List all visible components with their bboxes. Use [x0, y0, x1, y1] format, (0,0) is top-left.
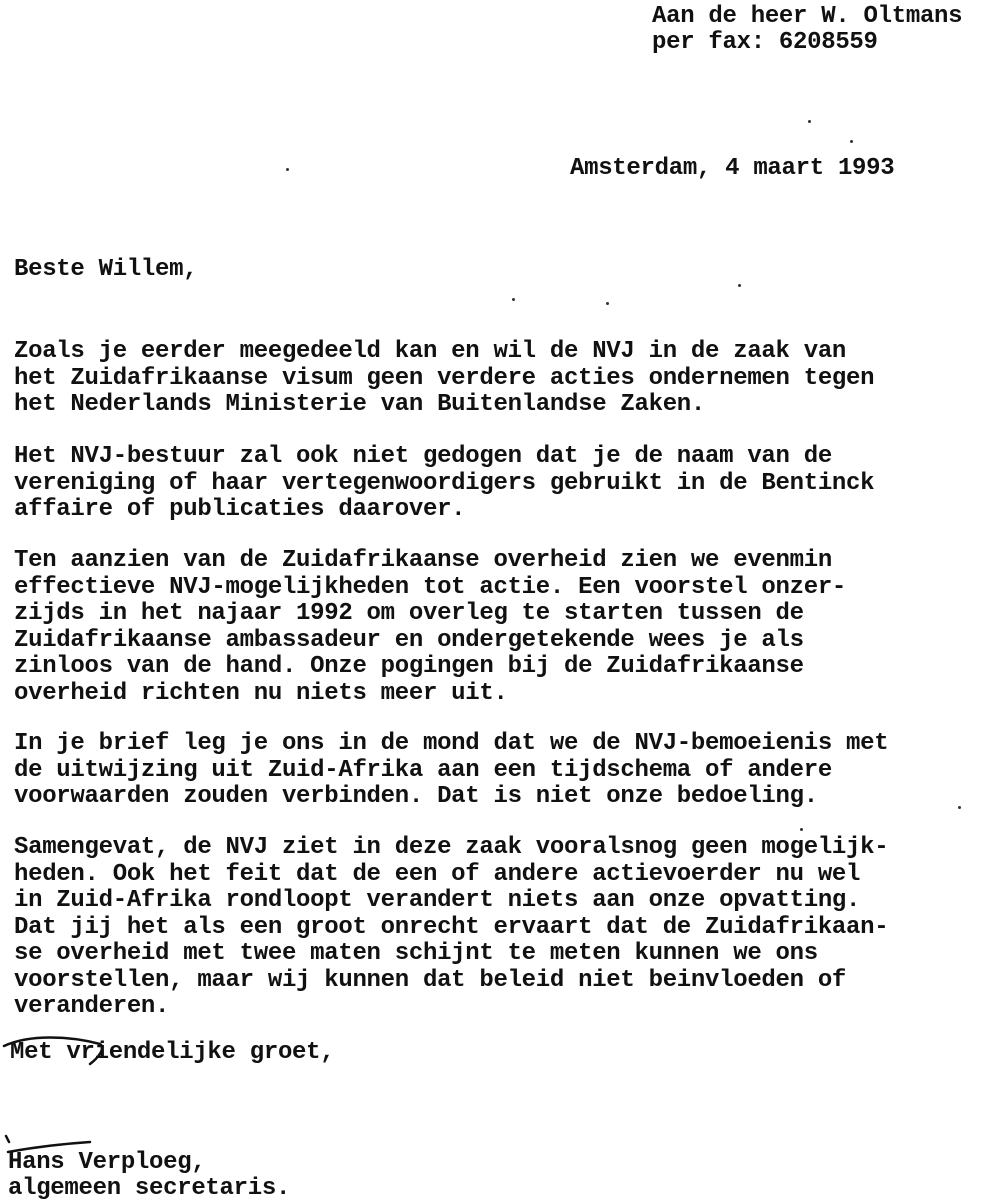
salutation: Beste Willem,	[14, 256, 198, 283]
paragraph-4	[14, 731, 1004, 811]
recipient-name: Aan de heer W. Oltmans	[652, 3, 963, 30]
paragraph-line: het Zuidafrikaanse visum geen verdere acties ondernemen tegen	[14, 364, 875, 392]
fax-speck	[606, 302, 609, 305]
paragraph-2	[14, 444, 1004, 524]
paragraph-line: zijds in het najaar 1992 om overleg te starten tussen de	[14, 600, 804, 627]
paragraph-5	[14, 835, 1004, 1021]
signature-title: algemeen secretaris.	[8, 1175, 291, 1202]
paragraph-line: Zoals je eerder meegedeeld kan en wil de NVJ in de zaak van	[14, 338, 847, 365]
paragraph-line: effectieve NVJ-mogelijkheden tot actie. Een voorstel onzer-	[14, 573, 847, 601]
paragraph-line: heden. Ook het feit dat de een of andere actievoerder nu wel	[14, 860, 861, 888]
paragraph-line: Ten aanzien van de Zuidafrikaanse overheid zien we evenmin	[14, 547, 832, 574]
signature-name: Hans Verploeg,	[8, 1149, 206, 1176]
paragraph-line: se overheid met twee maten schijnt te meten kunnen we ons	[14, 940, 818, 967]
paragraph-line: In je brief leg je ons in de mond dat we de NVJ-bemoeienis met	[14, 730, 889, 757]
fax-speck	[850, 140, 853, 143]
paragraph-line: overheid richten nu niets meer uit.	[14, 679, 508, 707]
paragraph-line: voorstellen, maar wij kunnen dat beleid niet beinvloeden of	[14, 966, 847, 994]
paragraph-line: Het NVJ-bestuur zal ook niet gedogen dat je de naam van de	[14, 443, 832, 470]
fax-speck	[800, 828, 803, 831]
paragraph-line: Samengevat, de NVJ ziet in deze zaak vooralsnog geen mogelijk-	[14, 834, 889, 861]
paragraph-line: zinloos van de hand. Onze pogingen bij de Zuidafrikaanse	[14, 653, 804, 680]
paragraph-line: voorwaarden zouden verbinden. Dat is niet onze bedoeling.	[14, 783, 818, 810]
fax-speck	[808, 120, 811, 123]
paragraph-line: in Zuid-Afrika rondloopt verandert niets aan onze opvatting.	[14, 887, 861, 914]
fax-speck	[738, 284, 741, 287]
date-line: Amsterdam, 4 maart 1993	[570, 155, 895, 182]
paragraph-1	[14, 339, 1004, 419]
fax-speck	[286, 168, 289, 171]
paragraph-line: het Nederlands Ministerie van Buitenlandse Zaken.	[14, 391, 706, 418]
paragraph-line: affaire of publicaties daarover.	[14, 496, 466, 523]
paragraph-line: veranderen.	[14, 993, 170, 1020]
paragraph-line: Dat jij het als een groot onrecht ervaart dat de Zuidafrikaan-	[14, 913, 889, 941]
paragraph-line: vereniging of haar vertegenwoordigers gebruikt in de Bentinck	[14, 469, 875, 497]
paragraph-line: de uitwijzing uit Zuid-Afrika aan een tijdschema of andere	[14, 756, 832, 784]
paragraph-line: Zuidafrikaanse ambassadeur en ondergetekende wees je als	[14, 626, 804, 654]
closing: Met vriendelijke groet,	[10, 1039, 335, 1066]
recipient-fax: per fax: 6208559	[652, 29, 878, 56]
paragraph-3	[14, 548, 1004, 707]
fax-speck	[958, 806, 961, 809]
fax-speck	[512, 298, 515, 301]
